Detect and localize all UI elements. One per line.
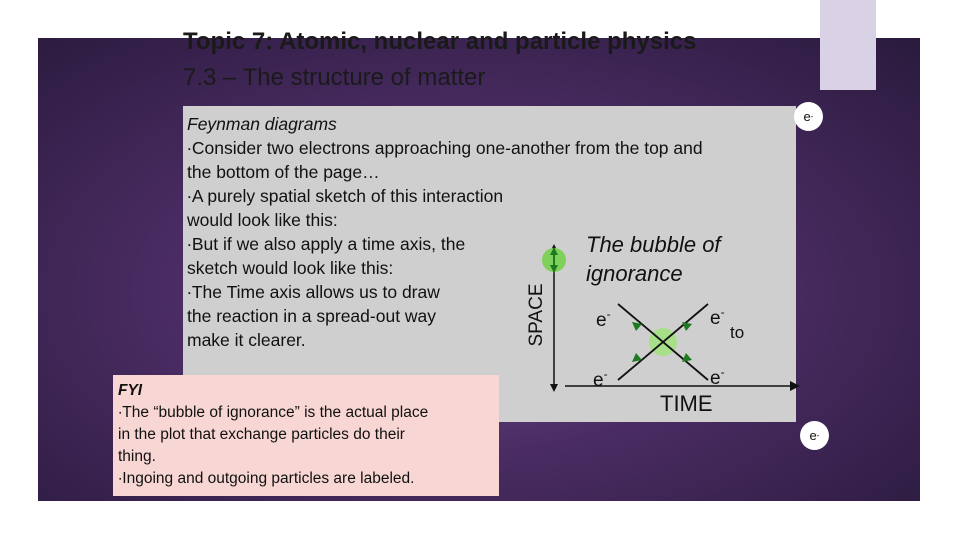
body-line: ∙The Time axis allows us to draw [187,282,440,302]
electron-label-in-bottom: e- [593,367,608,391]
fyi-line: ∙The “bubble of ignorance” is the actual place [118,404,429,421]
slide-subtitle: 7.3 – The structure of matter [183,64,486,91]
outgoing-arrow-icon [682,353,692,362]
accent-bar [820,0,876,90]
fyi-line: in the plot that exchange particles do their [118,426,405,443]
fyi-box [113,375,499,496]
electron-dot-bottom: e - [800,421,829,450]
bubble-label-line: ignorance [586,261,683,286]
electron-label-out-bottom: e- [710,365,725,389]
body-line: ∙But if we also apply a time axis, the [187,234,466,254]
body-line: ∙A purely spatial sketch of this interaction [187,186,504,206]
body-line: make it clearer. [187,330,306,350]
body-line: ∙Consider two electrons approaching one-another from the top and [187,138,703,158]
fyi-line: thing. [118,448,156,465]
body-line: the reaction in a spread-out way [187,306,437,326]
electron-label-in-top: e- [596,307,611,331]
bubble-label-line: The bubble of [586,232,721,257]
body-line: the bottom of the page… [187,162,380,182]
time-axis-label: TIME [660,391,713,416]
fyi-line: ∙Ingoing and outgoing particles are labeled. [118,470,415,487]
to-label: to [730,323,745,342]
fyi-title: FYI [118,382,143,399]
space-axis-label: SPACE [526,283,547,347]
content-heading: Feynman diagrams [187,114,337,134]
bubble-label [586,230,721,288]
body-line: sketch would look like this: [187,258,394,278]
electron-label-out-top: e- [710,305,725,329]
outgoing-arrow-icon [682,322,692,331]
slide-title: Topic 7: Atomic, nuclear and particle physics [183,28,697,55]
electron-dot-top: e - [794,102,823,131]
body-line: would look like this: [187,210,338,230]
